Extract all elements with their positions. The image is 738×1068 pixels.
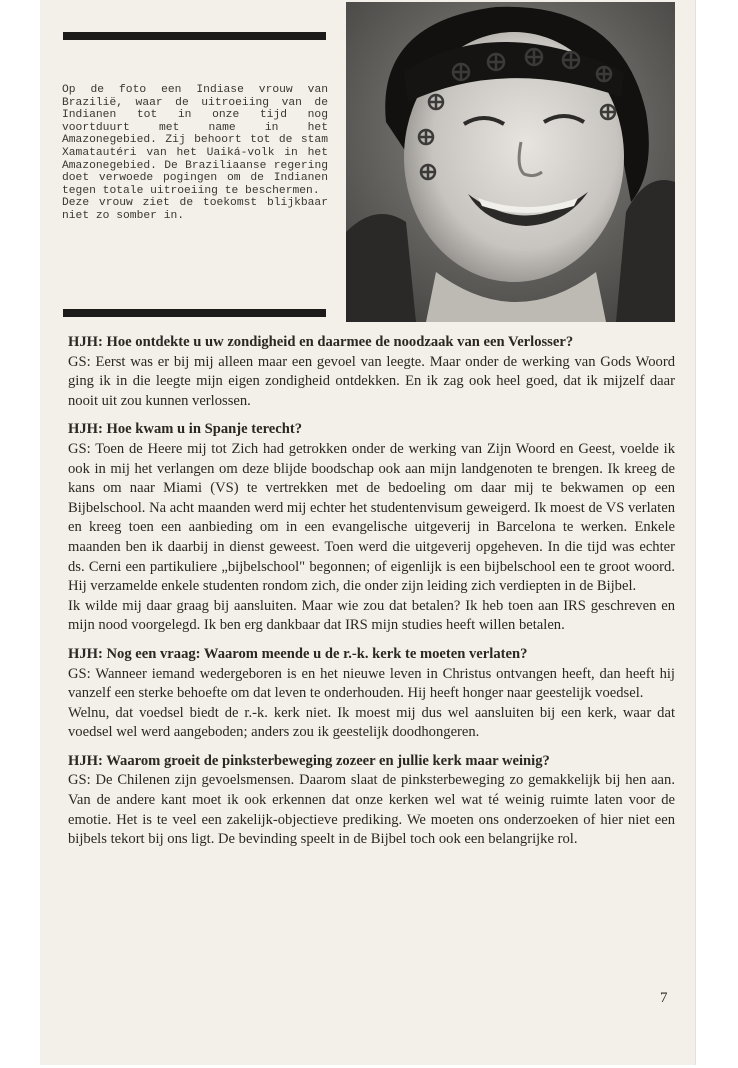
page (40, 0, 695, 1065)
interview-question: HJH: Waarom groeit de pinksterbeweging zozeer en jullie kerk maar weinig? (68, 752, 550, 769)
top-rule (63, 32, 326, 40)
interview-question: HJH: Nog een vraag: Waarom meende u de r.-k. kerk te moeten verlaten? (68, 645, 528, 662)
qa-block (68, 420, 675, 636)
portrait-image (346, 2, 675, 322)
qa-block (68, 333, 675, 411)
interview-text (68, 333, 675, 859)
interview-answer: GS: Eerst was er bij mij alleen maar een gevoel van leegte. Maar onder de werking van Gods Woord ging ik in die leegte mijn eigen zondigheid ontdekken. En ik zag ook heel goed, dat ik mijzelf daar nooit uit zou kunnen verlossen. (68, 353, 675, 409)
interview-answer: GS: De Chilenen zijn gevoelsmensen. Daarom slaat de pinksterbeweging zo gemakkelijk bij hen aan. Van de andere kant moet ik ook erkennen dat onze kerken wel wat té weinig ruimte laten voor de emotie. Het is te veel een zakelijk-objectieve prediking. We moeten ons onderzoeken of hier niet een bijbels tekort bij ons ligt. De bevinding speelt in de Bijbel toch ook een belangrijke rol. (68, 772, 675, 848)
caption-paragraph: Op de foto een Indiase vrouw van Brazilië, waar de uitroeiing van de Indianen tot in onze tijd nog voortduurt met name in het Amazonegebied. Zij behoort tot de stam Xamatautéri van het Uaiká-volk in het Amazonegebied. De Braziliaanse regering doet verwoede pogingen om de Indianen tegen totale uitroeiing te beschermen. (62, 84, 328, 197)
interview-answer: GS: Toen de Heere mij tot Zich had getrokken onder de werking van Zijn Woord en Geest, voelde ik ook in mij het verlangen om deze blijde boodschap ook aan mijn landgenoten te brengen. Ik kreeg de kans om naar Miami (VS) te vertrekken met de bedoeling om daar mij te bekwamen op een Bijbelschool. Na acht maanden werd mij echter het studentenvisum geweigerd. Ik moest de VS verlaten en kreeg toen een aanbieding om in een evangelische uitgeverij in Barcelona te werken. Enkele maanden ben ik daarbij in dienst geweest. Toen werd die uitgeverij opgeheven. In die tijd was echter ds. Cerni een partikuliere „bijbelschool" begonnen; of eigenlijk is een bijbelschool een te groot woord. Hij verzamelde enkele studenten rondom zich, die onder zijn leiding zich verdiepten in de Bijbel. (68, 440, 675, 595)
interview-question: HJH: Hoe ontdekte u uw zondigheid en daarmee de noodzaak van een Verlosser? (68, 334, 574, 350)
qa-block (68, 645, 675, 743)
interview-answer: Welnu, dat voedsel biedt de r.-k. kerk niet. Ik moest mij dus wel aansluiten bij een kerk, waar dat voedsel wel werd aangeboden; anders zou ik geestelijk doodhongeren. (68, 704, 675, 741)
qa-block (68, 752, 675, 850)
interview-question: HJH: Hoe kwam u in Spanje terecht? (68, 421, 303, 438)
caption-paragraph: Deze vrouw ziet de toekomst blijkbaar niet zo somber in. (62, 197, 328, 222)
bottom-rule (63, 309, 326, 317)
interview-answer: GS: Wanneer iemand wedergeboren is en het nieuwe leven in Christus ontvangen heeft, dan heeft hij vanzelf een sterke behoefte om dat leven te onderhouden. Hij heeft honger naar geestelijk voedsel. (68, 665, 675, 702)
interview-answer: Ik wilde mij daar graag bij aansluiten. Maar wie zou dat betalen? Ik heb toen aan IRS geschreven en mijn nood voorgelegd. Ik ben erg dankbaar dat IRS mijn studies heeft willen betalen. (68, 597, 675, 634)
portrait-photo (346, 2, 675, 322)
photo-caption (62, 84, 328, 223)
page-number: 7 (660, 990, 668, 1006)
